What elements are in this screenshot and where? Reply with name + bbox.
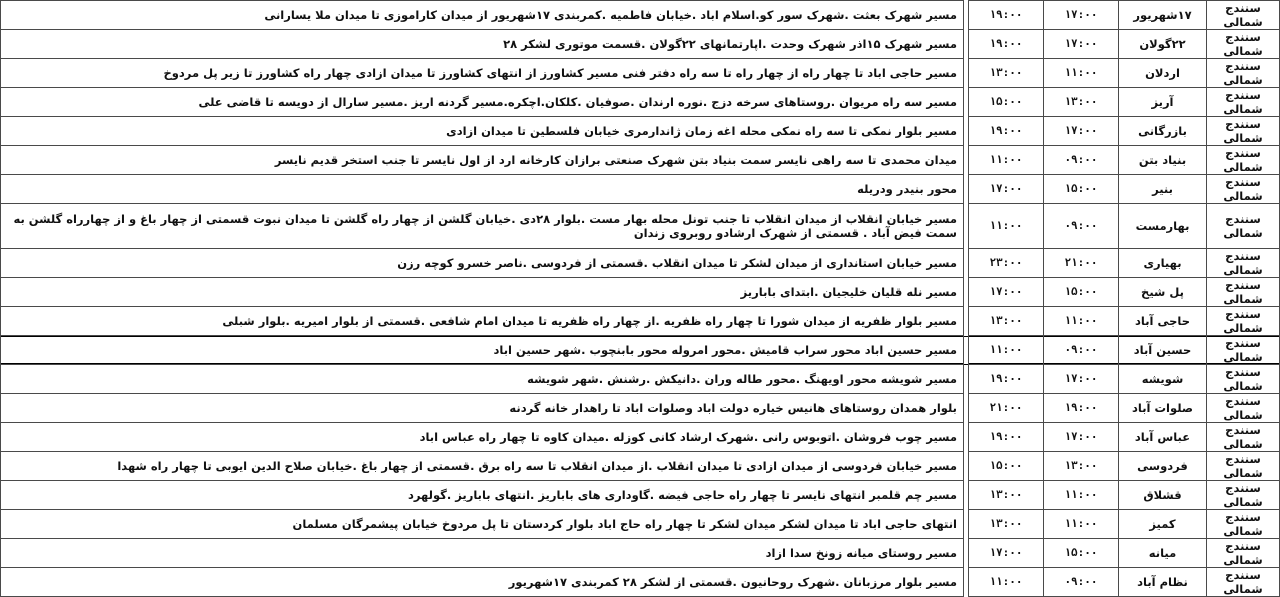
end-time-cell: ۱۹:۰۰ [969, 1, 1044, 30]
region-cell: سنندج شمالی [1207, 365, 1280, 394]
table-row [1, 423, 1280, 452]
end-time-cell: ۱۵:۰۰ [969, 452, 1044, 481]
start-time-cell: ۰۹:۰۰ [1044, 568, 1119, 597]
table-row [1, 510, 1280, 539]
region-cell: سنندج شمالی [1207, 568, 1280, 597]
end-time-cell: ۱۷:۰۰ [969, 539, 1044, 568]
end-time-cell: ۲۱:۰۰ [969, 394, 1044, 423]
end-time-cell: ۱۳:۰۰ [969, 307, 1044, 336]
route-description-cell: مسیر چوب فروشان .اتوبوس رانی .شهرک ارشاد کانی کوزله .میدان کاوه تا چهار راه عباس اباد [1, 423, 964, 452]
region-cell: سنندج شمالی [1207, 117, 1280, 146]
end-time-cell: ۱۷:۰۰ [969, 278, 1044, 307]
table-row [1, 336, 1280, 365]
region-cell: سنندج شمالی [1207, 204, 1280, 249]
start-time-cell: ۰۹:۰۰ [1044, 336, 1119, 365]
start-time-cell: ۱۷:۰۰ [1044, 30, 1119, 59]
route-description-cell: مسیر بلوار نمکی تا سه راه نمکی محله اغه زمان ژاندارمری خیابان فلسطین تا میدان ازادی [1, 117, 964, 146]
route-description-cell: مسیر خیابان فردوسی از میدان ازادی تا میدان انقلاب .از میدان انقلاب تا سه راه برق .قسمتی از چهار باغ .خیابان صلاح الدین ایوبی تا چهار راه شهدا [1, 452, 964, 481]
area-cell: حاجی آباد [1119, 307, 1207, 336]
region-cell: سنندج شمالی [1207, 336, 1280, 365]
start-time-cell: ۰۹:۰۰ [1044, 146, 1119, 175]
table-row [1, 394, 1280, 423]
start-time-cell: ۱۱:۰۰ [1044, 481, 1119, 510]
route-description-cell: بلوار همدان روستاهای هانیس خیاره دولت اباد وصلوات اباد تا راهدار خانه گردنه [1, 394, 964, 423]
spacer-cell [964, 146, 969, 175]
route-description-cell: مسیر نله قلیان خلیجیان .ابتدای باباریز [1, 278, 964, 307]
region-cell: سنندج شمالی [1207, 175, 1280, 204]
table-row [1, 59, 1280, 88]
route-description-cell: میدان محمدی تا سه راهی نایسر سمت بنیاد بتن شهرک صنعتی برازان کارخانه ارد از اول نایسر تا جنب استخر قدیم نایسر [1, 146, 964, 175]
area-cell: حسین آباد [1119, 336, 1207, 365]
spacer-cell [964, 510, 969, 539]
area-cell: بهیاری [1119, 249, 1207, 278]
region-cell: سنندج شمالی [1207, 394, 1280, 423]
end-time-cell: ۱۱:۰۰ [969, 336, 1044, 365]
end-time-cell: ۱۳:۰۰ [969, 481, 1044, 510]
area-cell: نظام آباد [1119, 568, 1207, 597]
start-time-cell: ۱۷:۰۰ [1044, 423, 1119, 452]
area-cell: عباس آباد [1119, 423, 1207, 452]
start-time-cell: ۱۹:۰۰ [1044, 394, 1119, 423]
route-description-cell: مسیر حاجی اباد تا چهار راه از چهار راه تا سه راه دفتر فنی مسیر کشاورز از انتهای کشاورز تا میدان ازادی چهار راه کشاورز تا زیر پل مردوخ [1, 59, 964, 88]
end-time-cell: ۱۷:۰۰ [969, 175, 1044, 204]
spacer-cell [964, 365, 969, 394]
end-time-cell: ۱۹:۰۰ [969, 423, 1044, 452]
region-cell: سنندج شمالی [1207, 510, 1280, 539]
route-description-cell: مسیر شهرک ۱۵اذر شهرک وحدت .اپارتمانهای ۲۲گولان .قسمت موتوری لشکر ۲۸ [1, 30, 964, 59]
area-cell: بازرگانی [1119, 117, 1207, 146]
area-cell: پل شیخ [1119, 278, 1207, 307]
route-description-cell: مسیر سه راه مریوان .روستاهای سرخه دزج .نوره ارندان .صوفیان .کلکان.اچکره.مسیر گردنه اریز .مسیر سارال از دویسه تا قاضی علی [1, 88, 964, 117]
table-row [1, 307, 1280, 336]
end-time-cell: ۱۹:۰۰ [969, 117, 1044, 146]
spacer-cell [964, 204, 969, 249]
table-body [1, 1, 1280, 597]
area-cell: میانه [1119, 539, 1207, 568]
start-time-cell: ۱۱:۰۰ [1044, 510, 1119, 539]
spacer-cell [964, 1, 969, 30]
table-row [1, 204, 1280, 249]
region-cell: سنندج شمالی [1207, 481, 1280, 510]
area-cell: اردلان [1119, 59, 1207, 88]
spacer-cell [964, 452, 969, 481]
route-description-cell: انتهای حاجی اباد تا میدان لشکر میدان لشکر تا چهار راه حاج اباد بلوار کردستان تا پل مردوخ خیابان پیشمرگان مسلمان [1, 510, 964, 539]
table-row [1, 88, 1280, 117]
table-row [1, 568, 1280, 597]
table-row [1, 30, 1280, 59]
area-cell: بنیاد بتن [1119, 146, 1207, 175]
spacer-cell [964, 88, 969, 117]
route-description-cell: مسیر خیابان استانداری از میدان لشکر تا میدان انقلاب .قسمتی از فردوسی .ناصر خسرو کوچه رزن [1, 249, 964, 278]
start-time-cell: ۲۱:۰۰ [1044, 249, 1119, 278]
area-cell: آریز [1119, 88, 1207, 117]
route-description-cell: مسیر چم قلمبر انتهای نایسر تا چهار راه حاجی فیضه .گاوداری های باباریز .انتهای باباریز .گولهرد [1, 481, 964, 510]
table-row [1, 175, 1280, 204]
start-time-cell: ۱۷:۰۰ [1044, 365, 1119, 394]
route-description-cell: مسیر شویشه محور اویهنگ .محور طاله وران .دانیکش .رشنش .شهر شویشه [1, 365, 964, 394]
start-time-cell: ۱۱:۰۰ [1044, 307, 1119, 336]
route-description-cell: مسیر روستای میانه زونخ سدا ازاد [1, 539, 964, 568]
start-time-cell: ۱۵:۰۰ [1044, 175, 1119, 204]
spacer-cell [964, 59, 969, 88]
region-cell: سنندج شمالی [1207, 452, 1280, 481]
area-cell: شویشه [1119, 365, 1207, 394]
table-row [1, 249, 1280, 278]
start-time-cell: ۱۵:۰۰ [1044, 539, 1119, 568]
area-cell: قشلاق [1119, 481, 1207, 510]
route-description-cell: محور بنیدر ودریله [1, 175, 964, 204]
end-time-cell: ۱۳:۰۰ [969, 510, 1044, 539]
route-description-cell: مسیر حسین اباد محور سراب قامیش .محور امروله محور بابنچوب .شهر حسین اباد [1, 336, 964, 365]
spacer-cell [964, 394, 969, 423]
table-row [1, 365, 1280, 394]
area-cell: صلوات آباد [1119, 394, 1207, 423]
start-time-cell: ۱۳:۰۰ [1044, 452, 1119, 481]
spacer-cell [964, 249, 969, 278]
end-time-cell: ۱۱:۰۰ [969, 146, 1044, 175]
table-row [1, 117, 1280, 146]
table-row [1, 452, 1280, 481]
region-cell: سنندج شمالی [1207, 1, 1280, 30]
end-time-cell: ۱۳:۰۰ [969, 59, 1044, 88]
route-description-cell: مسیر بلوار مرزبانان .شهرک روحانیون .قسمتی از لشکر ۲۸ کمربندی ۱۷شهریور [1, 568, 964, 597]
region-cell: سنندج شمالی [1207, 30, 1280, 59]
route-description-cell: مسیر بلوار ظفریه از میدان شورا تا چهار راه ظفریه .از چهار راه ظفریه تا میدان امام شافعی .قسمتی از بلوار امیریه .بلوار شبلی [1, 307, 964, 336]
region-cell: سنندج شمالی [1207, 423, 1280, 452]
area-cell: کمیز [1119, 510, 1207, 539]
area-cell: ۲۲گولان [1119, 30, 1207, 59]
end-time-cell: ۱۵:۰۰ [969, 88, 1044, 117]
area-cell: فردوسی [1119, 452, 1207, 481]
table-row [1, 1, 1280, 30]
spacer-cell [964, 481, 969, 510]
spacer-cell [964, 117, 969, 146]
start-time-cell: ۱۳:۰۰ [1044, 88, 1119, 117]
table-row [1, 481, 1280, 510]
spacer-cell [964, 278, 969, 307]
route-description-cell: مسیر شهرک بعثت .شهرک سور کو.اسلام اباد .خیابان فاطمیه .کمربندی ۱۷شهریور از میدان کاراموزی تا میدان ملا یسارانی [1, 1, 964, 30]
route-description-cell: مسیر خیابان انقلاب از میدان انقلاب تا جنب تونل محله بهار مست .بلوار ۲۸دی .خیابان گلشن از چهار راه گلشن تا میدان نبوت قسمتی از چهار باغ و از چهارراه گلشن به سمت فیض آباد . قسمتی از شهرک ارشادو روبروی زندان [1, 204, 964, 249]
start-time-cell: ۰۹:۰۰ [1044, 204, 1119, 249]
area-cell: بهارمست [1119, 204, 1207, 249]
start-time-cell: ۱۷:۰۰ [1044, 1, 1119, 30]
spacer-cell [964, 568, 969, 597]
spacer-cell [964, 539, 969, 568]
region-cell: سنندج شمالی [1207, 249, 1280, 278]
end-time-cell: ۱۹:۰۰ [969, 30, 1044, 59]
region-cell: سنندج شمالی [1207, 307, 1280, 336]
region-cell: سنندج شمالی [1207, 59, 1280, 88]
region-cell: سنندج شمالی [1207, 146, 1280, 175]
start-time-cell: ۱۵:۰۰ [1044, 278, 1119, 307]
spacer-cell [964, 423, 969, 452]
end-time-cell: ۱۱:۰۰ [969, 568, 1044, 597]
table-row [1, 539, 1280, 568]
table-row [1, 278, 1280, 307]
spacer-cell [964, 336, 969, 365]
spacer-cell [964, 175, 969, 204]
end-time-cell: ۱۱:۰۰ [969, 204, 1044, 249]
region-cell: سنندج شمالی [1207, 88, 1280, 117]
table-row [1, 146, 1280, 175]
start-time-cell: ۱۱:۰۰ [1044, 59, 1119, 88]
start-time-cell: ۱۷:۰۰ [1044, 117, 1119, 146]
area-cell: ۱۷شهریور [1119, 1, 1207, 30]
spacer-cell [964, 30, 969, 59]
spacer-cell [964, 307, 969, 336]
area-cell: بنیر [1119, 175, 1207, 204]
end-time-cell: ۲۳:۰۰ [969, 249, 1044, 278]
region-cell: سنندج شمالی [1207, 539, 1280, 568]
end-time-cell: ۱۹:۰۰ [969, 365, 1044, 394]
region-cell: سنندج شمالی [1207, 278, 1280, 307]
